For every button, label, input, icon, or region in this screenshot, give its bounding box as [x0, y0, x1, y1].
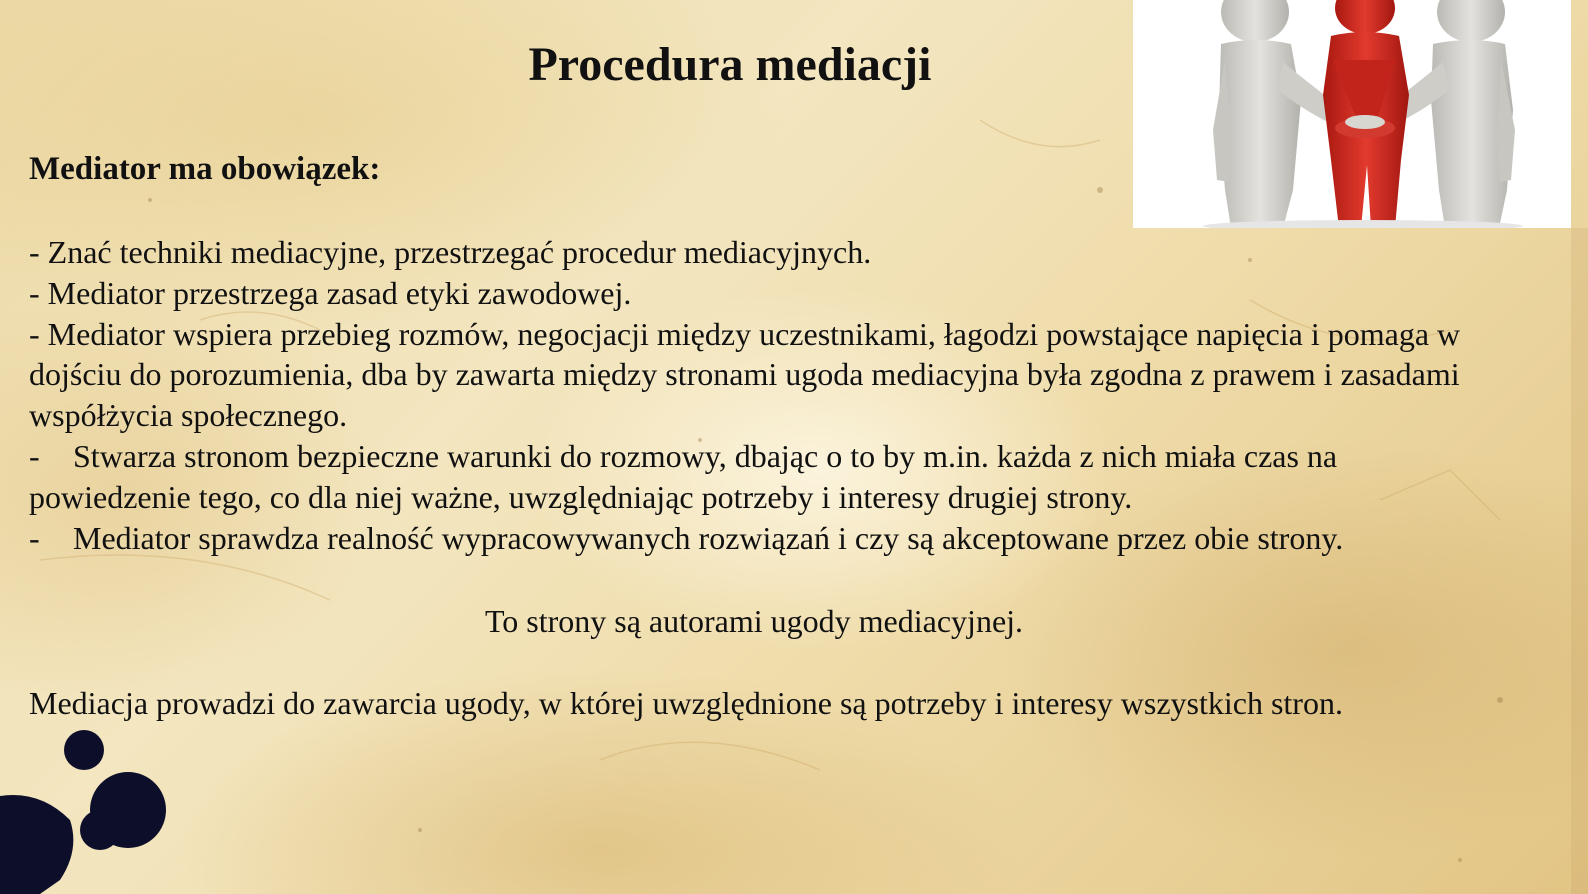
list-item	[29, 314, 1499, 436]
list-item-dash: -	[29, 437, 40, 474]
centered-statement: To strony są autorami ugody mediacyjnej.	[484, 603, 1024, 639]
list-item-text: Mediator przestrzega zasad etyki zawodowej.	[47, 274, 632, 311]
list-item-text: Mediator sprawdza realność wypracowywanych rozwiązań i czy są akceptowane przez obie strony.	[73, 519, 1344, 556]
duties-list	[29, 232, 1499, 558]
conclusion-text: Mediacja prowadzi do zawarcia ugody, w której uwzględnione są potrzeby i interesy wszystkich stron.	[29, 685, 1343, 721]
list-item	[29, 273, 1499, 314]
list-item-dash: -	[29, 519, 40, 556]
list-item	[29, 436, 1499, 518]
list-item-dash: -	[29, 315, 48, 352]
list-item-dash: -	[29, 234, 48, 270]
list-item-text: Stwarza stronom bezpieczne warunki do rozmowy, dbając o to by m.in. każda z nich miała czas na powiedzenie tego, co dla niej ważne, uwzględniając potrzeby i interesy drugiej strony.	[29, 437, 1338, 515]
list-item	[29, 232, 1499, 273]
slide-title: Procedura mediacji	[528, 38, 932, 91]
ink-blot-decoration	[0, 720, 200, 894]
list-item	[29, 518, 1499, 559]
section-heading: Mediator ma obowiązek:	[29, 151, 381, 187]
list-item-text: Mediator wspiera przebieg rozmów, negocjacji między uczestnikami, łagodzi powstające napięcia i pomaga w dojściu do porozumienia, dba by zawarta między stronami ugoda mediacyjna była zgodna z prawem i zasadami współżycia społecznego.	[29, 315, 1461, 434]
list-item-dash: -	[29, 274, 48, 311]
list-item-text: Znać techniki mediacyjne, przestrzegać procedur mediacyjnych.	[47, 234, 872, 270]
three-figures-joining-hands-image	[1133, 0, 1571, 228]
